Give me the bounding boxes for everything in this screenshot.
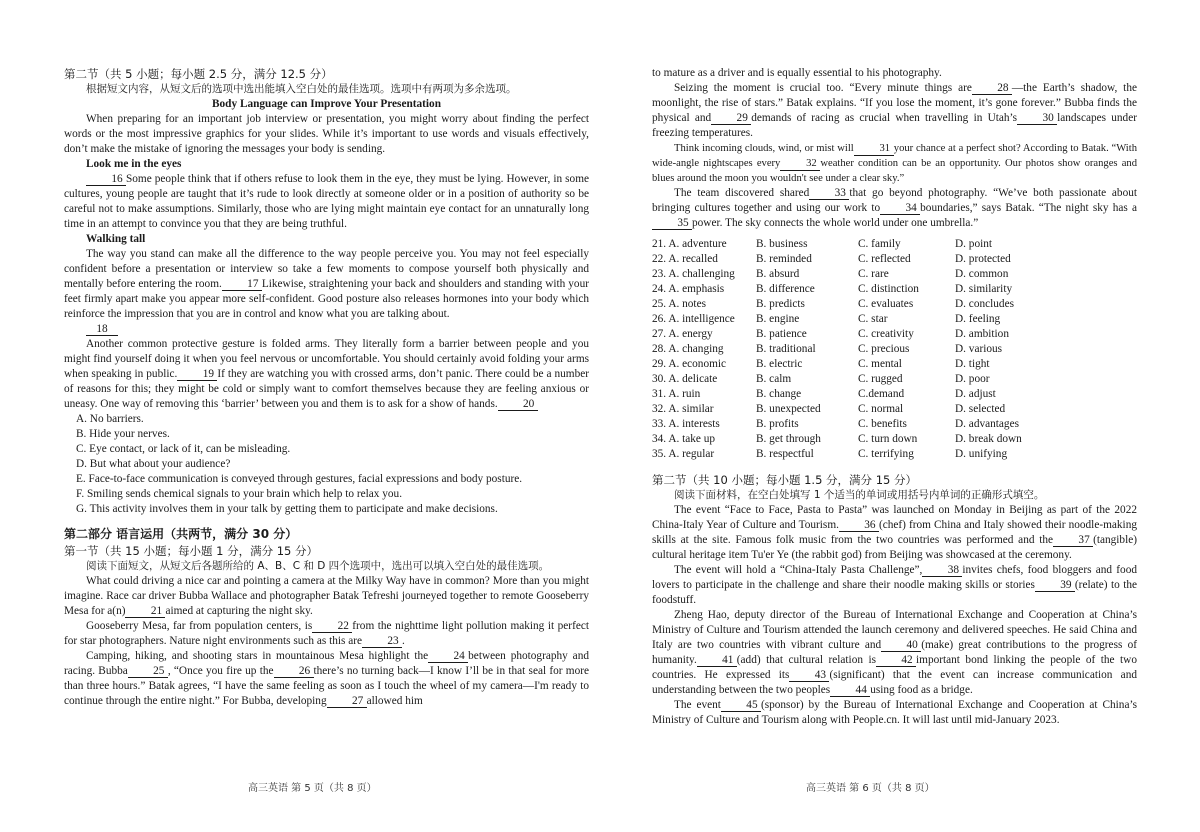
choice: 35. A. regular xyxy=(652,448,715,460)
choice: D. similarity xyxy=(955,283,1013,295)
choice: D. break down xyxy=(955,433,1022,445)
choice: B. respectful xyxy=(756,448,814,460)
cloze-paragraph-6 xyxy=(652,186,1137,231)
cloze-4c-text: demands of racing as crucial when travelling in Utah’s xyxy=(751,112,1018,124)
cloze-continuation: to mature as a driver and is equally essential to his photography. xyxy=(652,67,942,79)
cloze-3e-text: allowed him xyxy=(366,695,423,707)
choice: C. terrifying xyxy=(858,448,914,460)
option-f: F. Smiling sends chemical signals to your brain which help to relax you. xyxy=(76,488,403,500)
paragraph-4 xyxy=(64,337,589,412)
blank-30[interactable]: 30 xyxy=(1017,112,1057,125)
cloze-4d-text: landscapes under freezing temperatures. xyxy=(652,112,1137,139)
blank-17[interactable]: 17 xyxy=(222,278,262,291)
blank-20[interactable]: 20 xyxy=(498,398,538,411)
choice-row-32 xyxy=(652,402,1137,417)
choice: B. unexpected xyxy=(756,403,821,415)
choice: C. distinction xyxy=(858,283,919,295)
choice: B. engine xyxy=(756,313,800,325)
option-g: G. This activity involves them in your talk by getting them to participate and make decisions. xyxy=(76,503,498,515)
choice: D. advantages xyxy=(955,418,1019,430)
choice: B. predicts xyxy=(756,298,805,310)
choice: 34. A. take up xyxy=(652,433,716,445)
choice: C. reflected xyxy=(858,253,911,265)
cloze-5c-text: weather condition can be an opportunity. Our photos show oranges and blues around the moon you wouldn't see under a clear sky.” xyxy=(652,158,1137,184)
choice-row-25 xyxy=(652,297,1137,312)
choice: 22. A. recalled xyxy=(652,253,718,265)
choice-row-21 xyxy=(652,237,1137,252)
choice: B. reminded xyxy=(756,253,812,265)
choice: D. point xyxy=(955,238,993,250)
grammar-3d-text: important bond linking the people of the two countries. He expressed its xyxy=(652,654,1137,681)
choice: C. evaluates xyxy=(858,298,914,310)
blank-34[interactable]: 34 xyxy=(880,202,920,215)
cloze-paragraph-5 xyxy=(652,141,1137,186)
passage-title: Body Language can Improve Your Presentation xyxy=(212,98,441,110)
choice: 28. A. changing xyxy=(652,343,724,355)
paragraph-4b-text: If they are watching you with crossed arms, don’t panic. There could be a number of reasons for this; they might be cold or simply want to comfort themselves because they are feeling anxious or uneasy. One way of removing this ‘barrier’ between you and them is to ask for a show of hands. xyxy=(64,368,589,410)
choice: D. poor xyxy=(955,373,990,385)
choice: D. feeling xyxy=(955,313,1001,325)
choice: B. absurd xyxy=(756,268,800,280)
cloze-6b-text: that go beyond photography. “We’ve both passionate about bringing cultures together and using our work to xyxy=(652,187,1137,214)
choice: C. mental xyxy=(858,358,902,370)
grammar-paragraph-4 xyxy=(652,698,1137,728)
choice: B. difference xyxy=(756,283,815,295)
grammar-section-title: 第二节（共 10 小题；每小题 1.5 分，满分 15 分） xyxy=(652,473,917,487)
blank-39[interactable]: 39 xyxy=(1035,579,1075,592)
choice: B. calm xyxy=(756,373,792,385)
blank-24[interactable]: 24 xyxy=(428,650,468,663)
cloze-1b-text: aimed at capturing the night sky. xyxy=(165,605,313,617)
blank-28[interactable]: 28 xyxy=(972,82,1012,95)
choice: C.demand xyxy=(858,388,905,400)
choice: 31. A. ruin xyxy=(652,388,701,400)
choice-row-29 xyxy=(652,357,1137,372)
cloze-3a-text: Camping, hiking, and shooting stars in mountainous Mesa highlight the xyxy=(86,650,429,662)
choice-row-26 xyxy=(652,312,1137,327)
grammar-section-instruction: 阅读下面材料，在空白处填写 1 个适当的单词或用括号内单词的正确形式填空。 xyxy=(674,489,1045,501)
grammar-paragraph-1 xyxy=(652,503,1137,563)
choice-row-22 xyxy=(652,252,1137,267)
blank-33[interactable]: 33 xyxy=(809,187,849,200)
cloze-3d-text: there’s no turning back—I know I’ll be in that seal for more than three hours.” Batak agrees, “I have the same feeling as soon as I touch the wheel of my camera—I'm ready to continue through the entire night.” For Bubba, developing xyxy=(64,665,590,707)
choice: 23. A. challenging xyxy=(652,268,735,280)
choice: C. benefits xyxy=(858,418,907,430)
grammar-1a-text: The event “Face to Face, Pasta to Pasta” was launched on Monday in Beijing as part of the 2022 China-Italy Year of Culture and Tourism. xyxy=(652,504,1137,531)
grammar-1b-text: (chef) from China and Italy showed their noodle-making skills at the site. Famous folk music from the two countries was performed and the xyxy=(652,519,1137,546)
blank-19[interactable]: 19 xyxy=(177,368,217,381)
choice: D. concludes xyxy=(955,298,1014,310)
choice: C. precious xyxy=(858,343,910,355)
choice: 24. A. emphasis xyxy=(652,283,725,295)
option-d: D. But what about your audience? xyxy=(76,458,231,470)
left-page xyxy=(64,66,589,709)
choice: C. rare xyxy=(858,268,889,280)
blank-37[interactable]: 37 xyxy=(1053,534,1093,547)
cloze-5b-text: your chance at a perfect shot? According to Batak. “With wide-angle nightscapes every xyxy=(652,143,1137,169)
grammar-3c-text: (add) that cultural relation is xyxy=(736,654,877,666)
blank-18-line xyxy=(64,322,589,337)
blank-31[interactable]: 31 xyxy=(854,143,894,156)
paragraph-4a-text: Another common protective gesture is folded arms. They literally form a barrier between people and you might find yourself doing it when you feel nervous or uncomfortable. You should certainly avoid folding your arms when speaking in public. xyxy=(64,338,589,380)
grammar-2c-text: (relate) to the foodstuff. xyxy=(652,579,1137,606)
blank-45[interactable]: 45 xyxy=(721,699,761,712)
paragraph-2 xyxy=(64,172,589,232)
grammar-3f-text: using food as a bridge. xyxy=(870,684,973,696)
cloze-6c-text: boundaries,” says Batak. “The night sky has a xyxy=(920,202,1137,214)
subheading-walking: Walking tall xyxy=(86,233,146,245)
choice: C. star xyxy=(858,313,888,325)
blank-25[interactable]: 25 xyxy=(128,665,168,678)
choice: C. family xyxy=(858,238,901,250)
choice: 26. A. intelligence xyxy=(652,313,735,325)
blank-32[interactable]: 32 xyxy=(780,158,820,171)
choice: C. rugged xyxy=(858,373,903,385)
paragraph-3b-text: Likewise, straightening your back and shoulders and standing with your feet firmly apart make you appear more self-confident. Good posture also releases hormones into your body which reinforce the impression that you are in control and know what you are talking about. xyxy=(64,278,589,320)
page-footer-right: 高三英语 第 6 页（共 8 页） xyxy=(806,783,935,794)
option-a: A. No barriers. xyxy=(76,413,144,425)
choice-row-24 xyxy=(652,282,1137,297)
choice: B. business xyxy=(756,238,808,250)
blank-44[interactable]: 44 xyxy=(830,684,870,697)
cloze-6a-text: The team discovered shared xyxy=(674,187,810,199)
cloze-paragraph-4 xyxy=(652,81,1137,141)
cloze-2a-text: Gooseberry Mesa, far from population centers, is xyxy=(86,620,313,632)
blank-22[interactable]: 22 xyxy=(312,620,352,633)
choice: C. creativity xyxy=(858,328,914,340)
choice-row-28 xyxy=(652,342,1137,357)
choice-row-23 xyxy=(652,267,1137,282)
right-page xyxy=(652,66,1137,728)
part2-title: 第二部分 语言运用（共两节，满分 30 分） xyxy=(64,527,298,541)
choice: D. protected xyxy=(955,253,1011,265)
blank-43[interactable]: 43 xyxy=(789,669,829,682)
grammar-2a-text: The event will hold a “China-Italy Pasta Challenge”, xyxy=(674,564,923,576)
choice: 25. A. notes xyxy=(652,298,706,310)
blank-26[interactable]: 26 xyxy=(274,665,314,678)
blank-35[interactable]: 35 xyxy=(652,217,692,230)
choice: B. electric xyxy=(756,358,803,370)
choice: B. profits xyxy=(756,418,799,430)
paragraph-3 xyxy=(64,247,589,322)
cloze-6d-text: power. The sky connects the whole world under one umbrella.” xyxy=(692,217,979,229)
option-list xyxy=(64,412,589,517)
cloze-paragraph-3 xyxy=(64,649,589,709)
choice: B. change xyxy=(756,388,802,400)
choice: D. selected xyxy=(955,403,1006,415)
choice-row-35 xyxy=(652,447,1137,462)
blank-23[interactable]: 23 xyxy=(362,635,402,648)
choice-row-34 xyxy=(652,432,1137,447)
page-footer-left: 高三英语 第 5 页（共 8 页） xyxy=(248,783,377,794)
choice: 33. A. interests xyxy=(652,418,720,430)
choice-row-31 xyxy=(652,387,1137,402)
blank-16[interactable]: 16 xyxy=(86,173,126,186)
section2-title: 第二节（共 5 小题；每小题 2.5 分，满分 12.5 分） xyxy=(64,67,333,81)
blank-36[interactable]: 36 xyxy=(839,519,879,532)
cloze-3b-text: between photography and racing. Bubba xyxy=(64,650,589,677)
grammar-3b-text: (make) great contributions to the progress of humanity. xyxy=(652,639,1137,666)
paragraph-2-text: Some people think that if others refuse to look them in the eye, they must be lying. However, in some cultures, young people are taught that it’s rude to look directly at someone older or in a position of authority so be careful not to make assumptions. Similarly, those who are lying might maintain eye contact for an unnaturally long time in an attempt to convince you that they are being truthful. xyxy=(64,173,589,230)
choice: D. ambition xyxy=(955,328,1009,340)
choice: D. common xyxy=(955,268,1009,280)
blank-42[interactable]: 42 xyxy=(876,654,916,667)
blank-29[interactable]: 29 xyxy=(711,112,751,125)
paragraph-3a-text: The way you stand can make all the difference to the way people perceive you. You may not feel especially confident before a presentation or interview so take a few moments to compose yourself both physically and mentally before entering the room. xyxy=(64,248,589,290)
section2-instruction: 根据短文内容，从短文后的选项中选出能填入空白处的最佳选项。选项中有两项为多余选项。 xyxy=(86,83,517,95)
paragraph-1: When preparing for an important job interview or presentation, you might worry about finding the perfect words or the most impressive graphics for your slides. While it’s important to use words and visuals effectively, don’t make the mistake of ignoring the messages your body is sending. xyxy=(64,113,589,155)
choice: B. traditional xyxy=(756,343,816,355)
part2-section1-instruction: 阅读下面短文，从短文后各题所给的 A、B、C 和 D 四个选项中，选出可以填入空白处的最佳选项。 xyxy=(86,560,550,572)
blank-21[interactable]: 21 xyxy=(125,605,165,618)
grammar-3e-text: (significant) that the event can increase communication and understanding between the two peoples xyxy=(652,669,1137,696)
choice: D. tight xyxy=(955,358,990,370)
choice: C. normal xyxy=(858,403,904,415)
choice: D. adjust xyxy=(955,388,996,400)
grammar-3a-text: Zheng Hao, deputy director of the Bureau of International Exchange and Cooperation at China’s Ministry of Culture and Tourism attended the launch ceremony and delivered speeches. He said China and Italy are two countries with vibrant culture and xyxy=(652,609,1137,651)
cloze-4a-text: Seizing the moment is crucial too. “Every minute things are xyxy=(674,82,972,94)
blank-41[interactable]: 41 xyxy=(697,654,737,667)
choice-row-27 xyxy=(652,327,1137,342)
choice: 32. A. similar xyxy=(652,403,714,415)
grammar-paragraph-2 xyxy=(652,563,1137,608)
grammar-4b-text: (sponsor) by the Bureau of International Exchange and Cooperation at China’s Ministry of Culture and Tourism along with People.cn. It will last until mid-January 2023. xyxy=(652,699,1137,726)
grammar-1c-text: (tangible) cultural heritage item Tu'er Ye (the rabbit god) from Beijing was showcased at the ceremony. xyxy=(652,534,1137,561)
grammar-paragraph-3 xyxy=(652,608,1137,698)
choice: 30. A. delicate xyxy=(652,373,718,385)
choice: D. unifying xyxy=(955,448,1008,460)
cloze-2c-text: . xyxy=(402,635,405,647)
choice: B. get through xyxy=(756,433,821,445)
blank-27[interactable]: 27 xyxy=(327,695,367,708)
option-c: C. Eye contact, or lack of it, can be misleading. xyxy=(76,443,291,455)
choice-row-33 xyxy=(652,417,1137,432)
cloze-1a-text: What could driving a nice car and pointing a camera at the Milky Way have in common? More than you might imagine. Race car driver Bubba Wallace and photographer Batak Tefreshi journeyed together to remote Gooseberry Mesa for a(n) xyxy=(64,575,589,617)
grammar-4a-text: The event xyxy=(674,699,721,711)
choices-table xyxy=(652,237,1137,462)
choice: D. various xyxy=(955,343,1003,355)
choice: C. turn down xyxy=(858,433,918,445)
option-b: B. Hide your nerves. xyxy=(76,428,170,440)
cloze-4b-text: —the Earth’s shadow, the moonlight, the rise of stars.” Batak explains. “If you lose the moment, it’s gone forever.” Bubba finds the physical and xyxy=(652,82,1137,124)
cloze-paragraph-2 xyxy=(64,619,589,649)
blank-38[interactable]: 38 xyxy=(922,564,962,577)
part2-section1-title: 第一节（共 15 小题；每小题 1 分，满分 15 分） xyxy=(64,544,319,558)
choice: 27. A. energy xyxy=(652,328,713,340)
choice: 21. A. adventure xyxy=(652,238,727,250)
grammar-2b-text: invites chefs, food bloggers and food lovers to participate in the challenge and share their noodle making skills or stories xyxy=(652,564,1137,591)
cloze-3c-text: , “Once you fire up the xyxy=(167,665,274,677)
blank-18[interactable]: 18 xyxy=(86,323,118,336)
cloze-5a-text: Think incoming clouds, wind, or mist will xyxy=(674,143,854,154)
subheading-eyes: Look me in the eyes xyxy=(86,158,182,170)
choice: B. patience xyxy=(756,328,807,340)
blank-40[interactable]: 40 xyxy=(881,639,921,652)
choice: 29. A. economic xyxy=(652,358,727,370)
option-e: E. Face-to-face communication is conveyed through gestures, facial expressions and body posture. xyxy=(76,473,523,485)
choice-row-30 xyxy=(652,372,1137,387)
cloze-paragraph-1 xyxy=(64,574,589,619)
cloze-2b-text: from the nighttime light pollution making it perfect for star photographers. Nature night environments such as this are xyxy=(64,620,590,647)
